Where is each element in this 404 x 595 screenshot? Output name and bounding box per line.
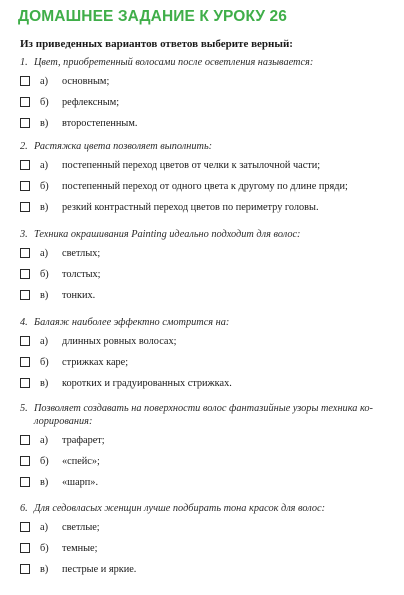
option-letter: в)	[40, 202, 49, 213]
option-1a[interactable]	[20, 73, 390, 90]
option-text: «спейс»;	[62, 456, 100, 467]
option-text: «шарп».	[62, 477, 99, 488]
option-text: тонких.	[62, 290, 96, 301]
option-1c[interactable]	[20, 115, 390, 132]
option-letter: б)	[40, 543, 49, 554]
option-letter: а)	[40, 522, 48, 533]
question-1-prompt	[20, 56, 390, 69]
checkbox[interactable]	[20, 202, 30, 212]
option-letter: а)	[40, 248, 48, 259]
option-3b[interactable]	[20, 266, 390, 283]
checkbox[interactable]	[20, 248, 30, 258]
checkbox[interactable]	[20, 456, 30, 466]
question-number: 1.	[20, 57, 28, 68]
checkbox[interactable]	[20, 477, 30, 487]
option-text: стрижках каре;	[62, 357, 129, 368]
question-text: Позволяет создавать на поверхности волос фантазийные узоры техника ко-лорирования:	[34, 403, 373, 427]
option-text: постепенный переход от одного цвета к другому по длине пряди;	[62, 181, 348, 192]
option-letter: а)	[40, 160, 48, 171]
checkbox[interactable]	[20, 522, 30, 532]
checkbox[interactable]	[20, 76, 30, 86]
option-text: трафарет;	[62, 435, 105, 446]
question-text: Для седовласых женщин лучше подбирать тона красок для волос:	[34, 503, 326, 514]
question-4-prompt	[20, 316, 390, 329]
question-6	[20, 502, 390, 578]
option-1b[interactable]	[20, 94, 390, 111]
question-text: Цвет, приобретенный волосами после осветления называется:	[34, 57, 314, 68]
question-6-prompt	[20, 502, 390, 515]
option-letter: а)	[40, 76, 48, 87]
question-text: Балаяж наиболее эффектно смотрится на:	[34, 317, 230, 328]
option-4b[interactable]	[20, 354, 390, 371]
option-letter: б)	[40, 456, 49, 467]
option-4a[interactable]	[20, 333, 390, 350]
option-text: длинных ровных волосах;	[62, 336, 177, 347]
checkbox[interactable]	[20, 564, 30, 574]
checkbox[interactable]	[20, 543, 30, 553]
option-letter: в)	[40, 564, 49, 575]
option-letter: в)	[40, 378, 49, 389]
checkbox[interactable]	[20, 336, 30, 346]
question-number: 3.	[20, 229, 28, 240]
checkbox[interactable]	[20, 118, 30, 128]
question-3-prompt	[20, 228, 390, 241]
option-letter: б)	[40, 181, 49, 192]
question-5-prompt	[20, 402, 390, 428]
option-text: второстепенным.	[62, 118, 138, 129]
question-number: 4.	[20, 317, 28, 328]
question-5	[20, 402, 390, 491]
checkbox[interactable]	[20, 357, 30, 367]
option-5a[interactable]	[20, 432, 390, 449]
option-letter: в)	[40, 118, 49, 129]
checkbox[interactable]	[20, 378, 30, 388]
checkbox[interactable]	[20, 181, 30, 191]
option-5c[interactable]	[20, 474, 390, 491]
option-6b[interactable]	[20, 540, 390, 557]
question-text: Растяжка цвета позволяет выполнить:	[34, 141, 213, 152]
option-letter: б)	[40, 357, 49, 368]
question-4	[20, 316, 390, 392]
question-2	[20, 140, 390, 216]
option-text: толстых;	[62, 269, 101, 280]
checkbox[interactable]	[20, 160, 30, 170]
question-number: 2.	[20, 141, 28, 152]
option-2a[interactable]	[20, 157, 390, 174]
checkbox[interactable]	[20, 290, 30, 300]
option-text: светлых;	[62, 248, 101, 259]
question-3	[20, 228, 390, 304]
option-letter: в)	[40, 290, 49, 301]
option-4c[interactable]	[20, 375, 390, 392]
option-text: постепенный переход цветов от челки к затылочной части;	[62, 160, 321, 171]
question-number: 6.	[20, 503, 28, 514]
option-letter: в)	[40, 477, 49, 488]
option-text: основным;	[62, 76, 110, 87]
option-text: пестрые и яркие.	[62, 564, 137, 575]
option-3a[interactable]	[20, 245, 390, 262]
option-letter: а)	[40, 435, 48, 446]
question-2-prompt	[20, 140, 390, 153]
question-number: 5.	[20, 403, 28, 414]
option-6a[interactable]	[20, 519, 390, 536]
option-text: резкий контрастный переход цветов по периметру головы.	[62, 202, 319, 213]
option-text: рефлексным;	[62, 97, 120, 108]
option-text: темные;	[62, 543, 98, 554]
option-2b[interactable]	[20, 178, 390, 195]
option-text: светлые;	[62, 522, 100, 533]
option-text: коротких и градуированных стрижках.	[62, 378, 232, 389]
checkbox[interactable]	[20, 435, 30, 445]
option-letter: б)	[40, 269, 49, 280]
instruction-text: Из приведенных вариантов ответов выберите верный:	[20, 38, 293, 50]
option-2c[interactable]	[20, 199, 390, 216]
page-title: ДОМАШНЕЕ ЗАДАНИЕ К УРОКУ 26	[18, 8, 287, 25]
option-5b[interactable]	[20, 453, 390, 470]
option-letter: а)	[40, 336, 48, 347]
option-letter: б)	[40, 97, 49, 108]
question-text: Техника окрашивания Painting идеально подходит для волос:	[34, 229, 301, 240]
checkbox[interactable]	[20, 97, 30, 107]
checkbox[interactable]	[20, 269, 30, 279]
option-6c[interactable]	[20, 561, 390, 578]
question-1	[20, 56, 390, 132]
option-3c[interactable]	[20, 287, 390, 304]
